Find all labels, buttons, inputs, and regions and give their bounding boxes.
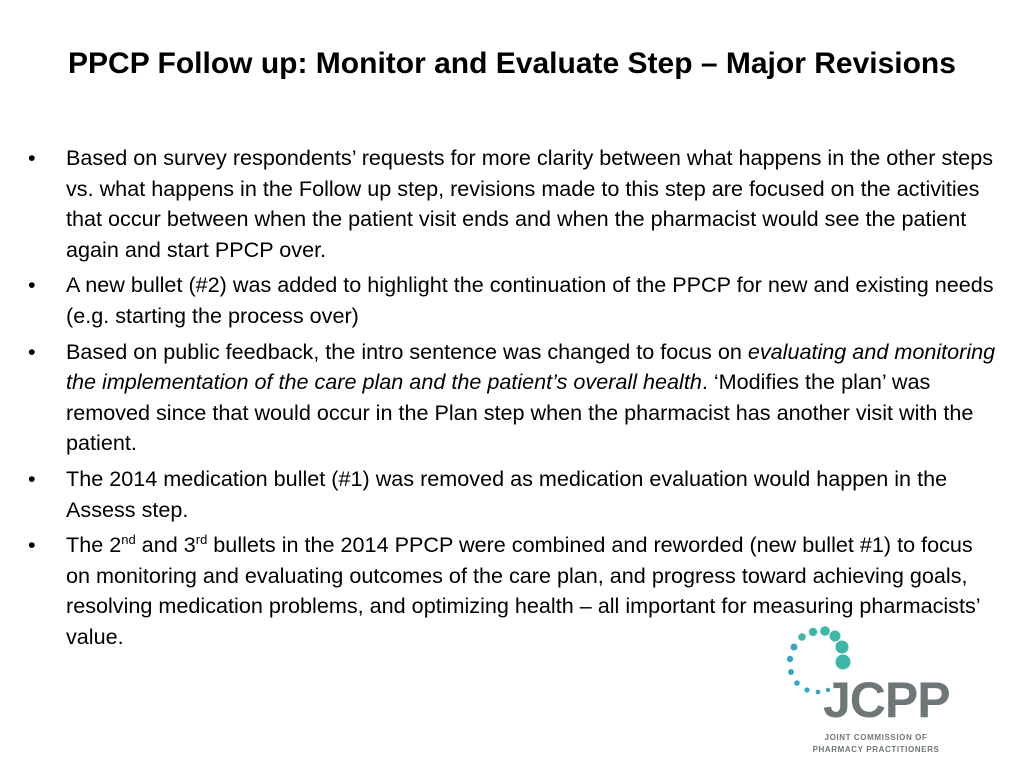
- bullet-marker: •: [28, 272, 36, 298]
- logo-subtitle-line1: JOINT COMMISSION OF: [824, 733, 928, 742]
- bullet-marker: •: [28, 338, 36, 364]
- bullet-text-part: The 2: [66, 532, 122, 558]
- ordinal-superscript: nd: [121, 532, 136, 548]
- bullet-text: The 2014 medication bullet (#1) was removed as medication evaluation would happen in the Assess step.: [66, 465, 948, 522]
- bullet-marker: •: [28, 145, 36, 170]
- bullet-text: Based on survey respondents’ requests for more clarity between what happens in the other steps vs. what happens in the Follow up step, revisions made to this step are focused on the activities that occur between when the patient visit ends and when the pharmacist would see the patient again and start PPCP over.: [66, 145, 994, 262]
- bullet-italic-text: evaluating and monitoring the implementation of the care plan and the patient’s overall health: [66, 338, 996, 395]
- bullet-list: [22, 143, 997, 658]
- bullet-text: A new bullet (#2) was added to highlight the continuation of the PPCP for new and existing needs (e.g. starting the process over): [66, 272, 994, 328]
- bullet-text-part: bullets in the 2014 PPCP were combined and reworded (new bullet #1) to focus on monitoring and evaluating outcomes of the care plan, and progress toward achieving goals, resolving medication problems, and optimizing health – all important for measuring pharmacists’ value.: [66, 532, 980, 649]
- bullet-text-before: Based on public feedback, the intro sentence was changed to focus on: [66, 338, 748, 364]
- bullet-item: [22, 337, 997, 459]
- jcpp-logo-wordmark: JCPP: [823, 672, 950, 728]
- bullet-marker: •: [28, 532, 36, 558]
- logo-subtitle-line2: PHARMACY PRACTITIONERS: [812, 745, 940, 754]
- bullet-text-part: and 3: [135, 532, 196, 558]
- bullet-item: [22, 143, 997, 265]
- bullet-marker: •: [28, 465, 36, 491]
- bullet-item: [22, 464, 997, 525]
- bullet-text-after: . ‘Modifies the plan’ was removed since that would occur in the Plan step when the pharmacist has another visit with the patient.: [66, 369, 974, 456]
- ordinal-superscript: rd: [195, 532, 208, 548]
- bullet-item: [22, 270, 997, 331]
- slide-title: PPCP Follow up: Monitor and Evaluate Step – Major Revisions: [68, 47, 956, 80]
